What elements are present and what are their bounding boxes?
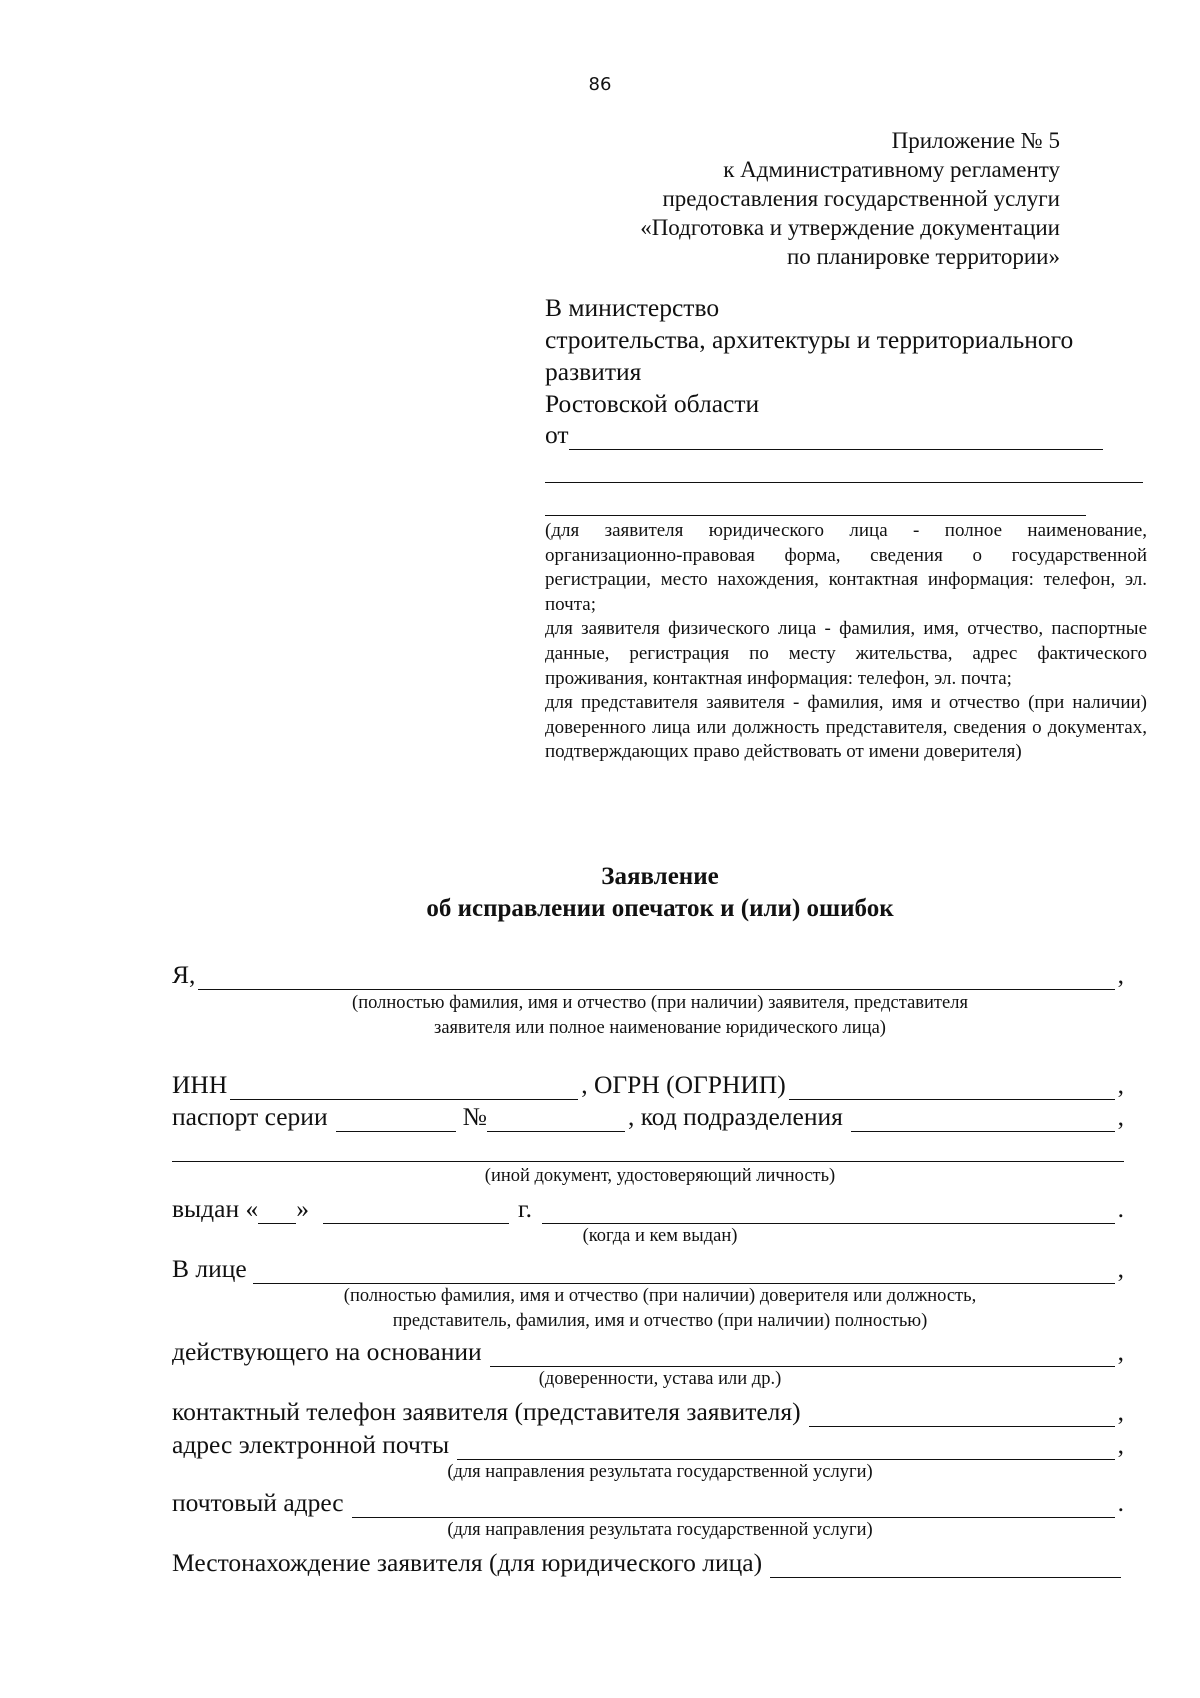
ogrn-field[interactable] bbox=[789, 1077, 1115, 1100]
appendix-line: «Подготовка и утверждение документации bbox=[640, 215, 1060, 240]
postal-row bbox=[172, 1488, 1124, 1518]
period: . bbox=[1117, 1488, 1124, 1517]
issued-label: выдан « bbox=[172, 1194, 259, 1223]
postal-field[interactable] bbox=[352, 1495, 1115, 1518]
applicant-name-field[interactable] bbox=[198, 967, 1114, 990]
document-title: Заявление bbox=[601, 863, 719, 890]
passport-number-field[interactable] bbox=[487, 1109, 625, 1132]
comma: , bbox=[1117, 1397, 1124, 1426]
location-field[interactable] bbox=[770, 1555, 1121, 1578]
issued-row bbox=[172, 1194, 1124, 1224]
email-field[interactable] bbox=[457, 1437, 1114, 1460]
basis-label: действующего на основании bbox=[172, 1337, 482, 1366]
person-label: В лице bbox=[172, 1254, 247, 1283]
passport-row bbox=[172, 1102, 1124, 1132]
location-row bbox=[172, 1548, 1124, 1578]
appendix-line: к Административному регламенту bbox=[723, 157, 1060, 182]
inn-label: ИНН bbox=[172, 1070, 228, 1099]
appendix-header bbox=[640, 126, 1060, 271]
comma: , bbox=[1117, 960, 1124, 989]
appendix-line: Приложение № 5 bbox=[891, 128, 1060, 153]
from-field-line-3[interactable] bbox=[545, 515, 1086, 516]
hint-paragraph: для представителя заявителя - фамилия, имя и отчество (при наличии) доверенного лица или должность представителя, сведения о документах, подтверждающих право действовать от имени доверителя) bbox=[545, 692, 1147, 763]
other-document-field[interactable] bbox=[172, 1161, 1124, 1162]
person-row bbox=[172, 1254, 1124, 1284]
issued-quote-close: » bbox=[296, 1194, 309, 1223]
document-subtitle: об исправлении опечаток и (или) ошибок bbox=[426, 895, 894, 922]
comma: , bbox=[1117, 1430, 1124, 1459]
passport-number-label: № bbox=[462, 1102, 487, 1131]
phone-row bbox=[172, 1397, 1124, 1427]
postal-label: почтовый адрес bbox=[172, 1488, 344, 1517]
page-number: 86 bbox=[588, 74, 612, 95]
comma: , bbox=[1117, 1337, 1124, 1366]
person-field[interactable] bbox=[253, 1261, 1115, 1284]
period: . bbox=[1117, 1194, 1124, 1223]
basis-caption: (доверенности, устава или др.) bbox=[538, 1369, 782, 1389]
appendix-line: по планировке территории» bbox=[786, 244, 1060, 269]
from-field[interactable] bbox=[569, 425, 1103, 450]
hint-paragraph: для заявителя физического лица - фамилия, имя, отчество, паспортные данные, регистрация по месту жительства, адрес фактического проживания, контактная информация: телефон, эл. почта; bbox=[545, 618, 1147, 689]
inn-row bbox=[172, 1070, 1124, 1100]
from-row bbox=[545, 420, 1103, 450]
ya-caption-2: заявителя или полное наименование юридического лица) bbox=[434, 1018, 886, 1038]
location-label: Местонахождение заявителя (для юридического лица) bbox=[172, 1548, 763, 1577]
addressee-line: строительства, архитектуры и территориального bbox=[545, 325, 1074, 354]
from-label: от bbox=[545, 420, 569, 449]
addressee-line: В министерство bbox=[545, 293, 720, 322]
email-caption: (для направления результата государственной услуги) bbox=[447, 1462, 873, 1482]
ya-caption-1: (полностью фамилия, имя и отчество (при наличии) заявителя, представителя bbox=[352, 993, 968, 1013]
year-label: г. bbox=[518, 1194, 532, 1223]
code-label: , код подразделения bbox=[627, 1102, 843, 1131]
comma: , bbox=[1117, 1070, 1124, 1099]
issued-by-field[interactable] bbox=[542, 1201, 1115, 1224]
phone-field[interactable] bbox=[809, 1404, 1115, 1427]
other-document-caption: (иной документ, удостоверяющий личность) bbox=[484, 1166, 836, 1186]
ya-label: Я, bbox=[172, 960, 196, 989]
applicant-hint bbox=[545, 519, 1147, 765]
issued-day-field[interactable] bbox=[258, 1201, 296, 1224]
basis-row bbox=[172, 1337, 1124, 1367]
phone-label: контактный телефон заявителя (представителя заявителя) bbox=[172, 1397, 801, 1426]
inn-field[interactable] bbox=[230, 1077, 578, 1100]
passport-series-label: паспорт серии bbox=[172, 1102, 328, 1131]
addressee-block bbox=[545, 292, 1073, 420]
appendix-line: предоставления государственной услуги bbox=[662, 186, 1060, 211]
issued-month-field[interactable] bbox=[323, 1201, 509, 1224]
issued-caption: (когда и кем выдан) bbox=[582, 1226, 738, 1246]
person-caption-1: (полностью фамилия, имя и отчество (при наличии) доверителя или должность, bbox=[343, 1286, 977, 1306]
basis-field[interactable] bbox=[490, 1344, 1115, 1367]
ogrn-label: , ОГРН (ОГРНИП) bbox=[581, 1070, 786, 1099]
person-caption-2: представитель, фамилия, имя и отчество (при наличии) полностью) bbox=[392, 1311, 928, 1331]
code-field[interactable] bbox=[851, 1109, 1115, 1132]
addressee-line: развития bbox=[545, 357, 642, 386]
passport-series-field[interactable] bbox=[336, 1109, 456, 1132]
ya-row bbox=[172, 960, 1124, 990]
comma: , bbox=[1117, 1102, 1124, 1131]
postal-caption: (для направления результата государственной услуги) bbox=[447, 1520, 873, 1540]
from-field-line-2[interactable] bbox=[545, 482, 1143, 483]
email-label: адрес электронной почты bbox=[172, 1430, 450, 1459]
hint-paragraph: (для заявителя юридического лица - полное наименование, организационно-правовая форма, сведения о государственной регистрации, место нахождения, контактная информация: телефон, эл. почта; bbox=[545, 520, 1147, 615]
email-row bbox=[172, 1430, 1124, 1460]
comma: , bbox=[1117, 1254, 1124, 1283]
addressee-line: Ростовской области bbox=[545, 389, 760, 418]
